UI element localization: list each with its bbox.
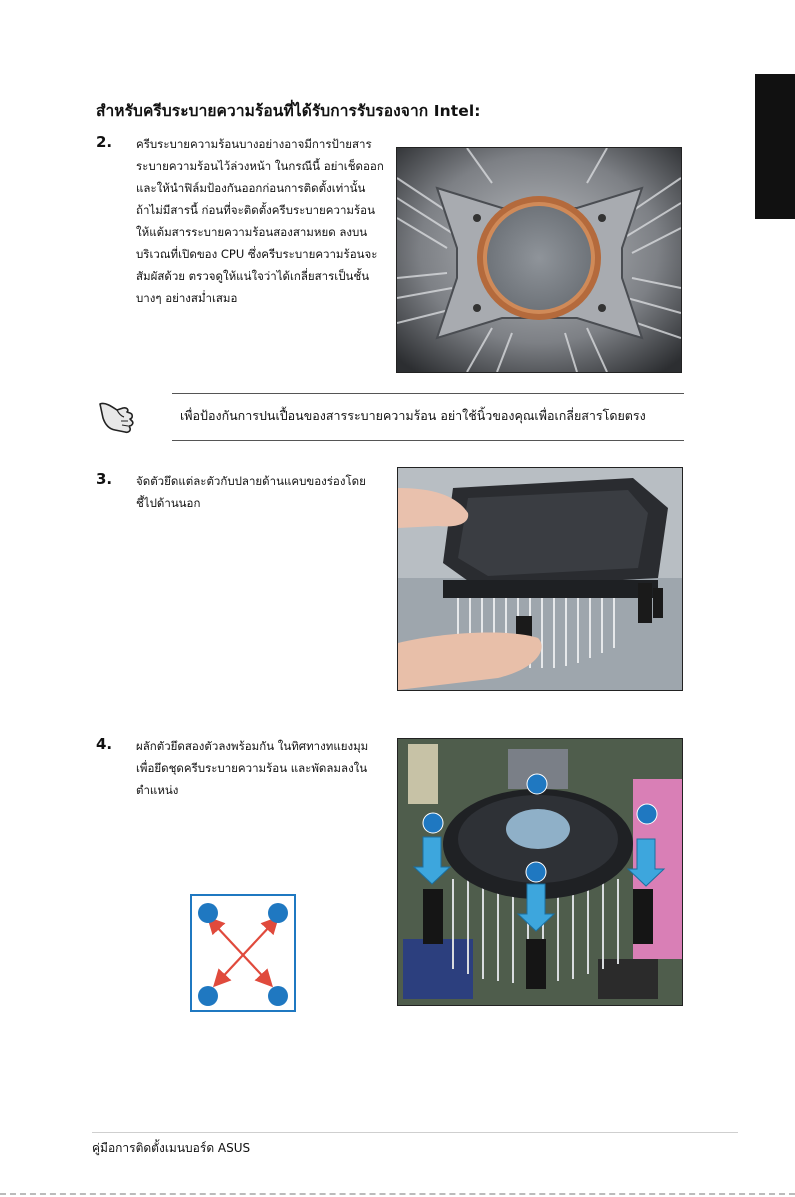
step-4-line: ตำแหน่ง [136, 783, 179, 797]
step-4-number: 4. [96, 735, 113, 753]
callout-dot [526, 862, 546, 882]
fastener-alignment-photo [397, 467, 683, 691]
step-3-text [136, 470, 366, 514]
diagonal-order-diagram [190, 894, 296, 1012]
callout-dot [637, 804, 657, 824]
step-2-line: ถ้าไม่มีสารนี้ ก่อนที่จะติดตั้งครีบระบายความร้อน [136, 203, 375, 217]
section-title: สำหรับครีบระบายความร้อนที่ได้รับการรับรองจาก Intel: [96, 102, 481, 120]
footer-rule [92, 1132, 738, 1133]
heatsink-bottom-photo [396, 147, 682, 373]
side-tab-marker [755, 74, 795, 219]
footer-text: คู่มือการติดตั้งเมนบอร์ด ASUS [92, 1141, 251, 1155]
fastener-dot [198, 903, 218, 923]
fastener-dot [198, 986, 218, 1006]
step-4-line: เพื่อยึดชุดครีบระบายความร้อน และพัดลมลงใน [136, 761, 368, 775]
step-2-line: บางๆ อย่างสม่ำเสมอ [136, 291, 238, 305]
callout-dot [423, 813, 443, 833]
step-2-line: ครีบระบายความร้อนบางอย่างอาจมีการป้ายสาร [136, 137, 372, 151]
note-top-rule [172, 393, 684, 394]
step-2-line: บริเวณที่เปิดของ CPU ซึ่งครีบระบายความร้อนจะ [136, 247, 378, 261]
step-2-line: ให้แต้มสารระบายความร้อนสองสามหยด ลงบน [136, 225, 368, 239]
step-3-line: ชี้ไปด้านนอก [136, 496, 201, 510]
fastener-dot [268, 903, 288, 923]
step-3-line: จัดตัวยึดแต่ละตัวกับปลายด้านแคบของร่องโดย [136, 474, 366, 488]
step-2-line: และให้นำฟิล์มป้องกันออกก่อนการติดตั้งเท่านั้น [136, 181, 366, 195]
callout-dot [527, 774, 547, 794]
step-2-text [136, 133, 384, 309]
step-3-number: 3. [96, 470, 113, 488]
step-4-text [136, 735, 368, 801]
fastener-press-photo [397, 738, 683, 1006]
note-text: เพื่อป้องกันการปนเปื้อนของสารระบายความร้อน อย่าใช้นิ้วของคุณเพื่อเกลี่ยสารโดยตรง [180, 408, 646, 423]
pointing-hand-icon [97, 396, 143, 440]
step-2-line: สัมผัสด้วย ตรวจดูให้แน่ใจว่าได้เกลี่ยสารเป็นชั้น [136, 269, 370, 283]
fastener-dot [268, 986, 288, 1006]
note-bottom-rule [172, 440, 684, 441]
step-2-line: ระบายความร้อนไว้ล่วงหน้า ในกรณีนี้ อย่าเช็ดออก [136, 159, 384, 173]
step-2-number: 2. [96, 133, 113, 151]
page-edge-dash [0, 1193, 795, 1195]
step-4-line: ผลักตัวยึดสองตัวลงพร้อมกัน ในทิศทางทแยงมุม [136, 739, 369, 753]
